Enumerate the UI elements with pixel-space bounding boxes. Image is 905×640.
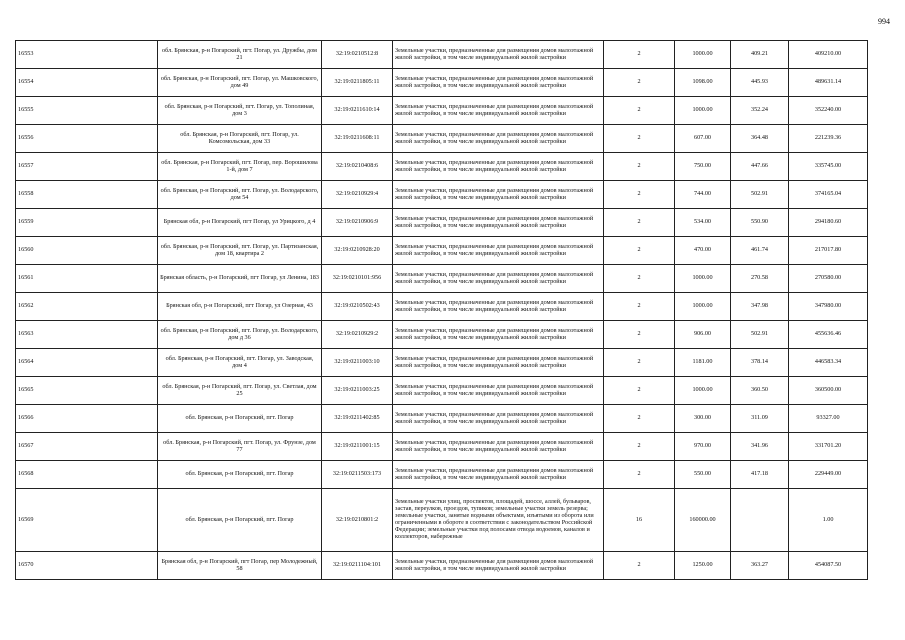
row-number-cell: 16565 — [16, 377, 158, 405]
table-row — [16, 265, 868, 293]
cadastral-value-cell: 331701.20 — [789, 433, 868, 461]
address-cell: обл. Брянская, р-н Погарский, пгт. Погар, ул. Машковского, дом 49 — [158, 69, 322, 97]
area-cell: 1181.00 — [675, 349, 731, 377]
land-use-cell: Земельные участки, предназначенные для размещения домов малоэтажной жилой застройки, в том числе индивидуальной жилой застройки — [393, 153, 604, 181]
area-cell: 1000.00 — [675, 293, 731, 321]
unit-value-cell: 352.24 — [731, 97, 789, 125]
group-cell: 2 — [604, 153, 675, 181]
group-cell: 2 — [604, 433, 675, 461]
group-cell: 2 — [604, 349, 675, 377]
row-number-cell: 16557 — [16, 153, 158, 181]
area-cell: 744.00 — [675, 181, 731, 209]
cadastral-number-cell: 32:19:0210502:43 — [322, 293, 393, 321]
group-cell: 2 — [604, 552, 675, 580]
unit-value-cell: 550.90 — [731, 209, 789, 237]
unit-value-cell: 363.27 — [731, 552, 789, 580]
area-cell: 1098.00 — [675, 69, 731, 97]
area-cell: 1000.00 — [675, 377, 731, 405]
cadastral-value-cell: 489631.14 — [789, 69, 868, 97]
row-number-cell: 16568 — [16, 461, 158, 489]
cadastral-number-cell: 32:19:0210906:9 — [322, 209, 393, 237]
table-row — [16, 349, 868, 377]
land-use-cell: Земельные участки, предназначенные для размещения домов малоэтажной жилой застройки, в том числе индивидуальной жилой застройки — [393, 377, 604, 405]
area-cell: 1000.00 — [675, 97, 731, 125]
land-use-cell: Земельные участки, предназначенные для размещения домов малоэтажной жилой застройки, в том числе индивидуальной жилой застройки — [393, 265, 604, 293]
address-cell: обл. Брянская, р-н Погарский, пгт. Погар, ул. Володарского, дом д 36 — [158, 321, 322, 349]
cadastral-number-cell: 32:19:0211805:11 — [322, 69, 393, 97]
unit-value-cell: 445.93 — [731, 69, 789, 97]
row-number-cell: 16562 — [16, 293, 158, 321]
land-use-cell: Земельные участки, предназначенные для размещения домов малоэтажной жилой застройки, в том числе индивидуальной жилой застройки — [393, 433, 604, 461]
address-cell: обл. Брянская, р-н Погарский, пгт. Погар, пер. Ворошилова 1-й, дом 7 — [158, 153, 322, 181]
cadastral-value-cell: 1.00 — [789, 489, 868, 552]
row-number-cell: 16554 — [16, 69, 158, 97]
cadastral-value-cell: 294180.60 — [789, 209, 868, 237]
land-use-cell: Земельные участки, предназначенные для размещения домов малоэтажной жилой застройки, в том числе индивидуальной жилой застройки — [393, 321, 604, 349]
address-cell: обл. Брянская, р-н Погарский, пгт. Погар, ул. Комсомольская, дом 33 — [158, 125, 322, 153]
area-cell: 470.00 — [675, 237, 731, 265]
group-cell: 2 — [604, 181, 675, 209]
table-row — [16, 489, 868, 552]
area-cell: 750.00 — [675, 153, 731, 181]
table-row — [16, 433, 868, 461]
unit-value-cell: 364.48 — [731, 125, 789, 153]
row-number-cell: 16555 — [16, 97, 158, 125]
table-row — [16, 552, 868, 580]
unit-value-cell: 502.91 — [731, 321, 789, 349]
area-cell: 300.00 — [675, 405, 731, 433]
unit-value-cell: 417.18 — [731, 461, 789, 489]
unit-value-cell — [731, 489, 789, 552]
table-row — [16, 237, 868, 265]
cadastral-value-cell: 335745.00 — [789, 153, 868, 181]
land-use-cell: Земельные участки, предназначенные для размещения домов малоэтажной жилой застройки, в том числе индивидуальной жилой застройки — [393, 125, 604, 153]
cadastral-value-cell: 352240.00 — [789, 97, 868, 125]
group-cell: 2 — [604, 97, 675, 125]
address-cell: обл. Брянская, р-н Погарский, пгт. Погар, ул. Светлая, дом 25 — [158, 377, 322, 405]
cadastral-number-cell: 32:19:0210929:4 — [322, 181, 393, 209]
group-cell: 2 — [604, 293, 675, 321]
cadastral-value-cell: 455636.46 — [789, 321, 868, 349]
row-number-cell: 16567 — [16, 433, 158, 461]
area-cell: 1000.00 — [675, 265, 731, 293]
cadastral-value-cell: 270580.00 — [789, 265, 868, 293]
group-cell: 2 — [604, 405, 675, 433]
row-number-cell: 16564 — [16, 349, 158, 377]
address-cell: обл. Брянская, р-н Погарский, пгт. Погар — [158, 489, 322, 552]
table-row — [16, 69, 868, 97]
group-cell: 2 — [604, 237, 675, 265]
area-cell: 550.00 — [675, 461, 731, 489]
unit-value-cell: 311.09 — [731, 405, 789, 433]
land-use-cell: Земельные участки, предназначенные для размещения домов малоэтажной жилой застройки, в том числе индивидуальной жилой застройки — [393, 237, 604, 265]
group-cell: 2 — [604, 377, 675, 405]
cadastral-number-cell: 32:19:0210929:2 — [322, 321, 393, 349]
area-cell: 160000.00 — [675, 489, 731, 552]
address-cell: Брянская обл, р-н Погарский, пгт Погар, ул Урицкого, д 4 — [158, 209, 322, 237]
address-cell: обл. Брянская, р-н Погарский, пгт. Погар, ул. Дружбы, дом 21 — [158, 41, 322, 69]
cadastral-number-cell: 32:19:0210512:8 — [322, 41, 393, 69]
unit-value-cell: 341.96 — [731, 433, 789, 461]
address-cell: Брянская обл, р-н Погарский, пгт Погар, ул Озерная, 43 — [158, 293, 322, 321]
cadastre-table — [15, 40, 868, 580]
unit-value-cell: 502.91 — [731, 181, 789, 209]
table-row — [16, 209, 868, 237]
table-row — [16, 321, 868, 349]
table-row — [16, 293, 868, 321]
address-cell: обл. Брянская, р-н Погарский, пгт. Погар, ул. Тополиная, дом 3 — [158, 97, 322, 125]
address-cell: обл. Брянская, р-н Погарский, пгт. Погар — [158, 461, 322, 489]
table-row — [16, 181, 868, 209]
cadastral-value-cell: 347980.00 — [789, 293, 868, 321]
cadastral-value-cell: 360500.00 — [789, 377, 868, 405]
cadastral-number-cell: 32:19:0211001:15 — [322, 433, 393, 461]
unit-value-cell: 378.14 — [731, 349, 789, 377]
row-number-cell: 16559 — [16, 209, 158, 237]
cadastral-number-cell: 32:19:0210101:956 — [322, 265, 393, 293]
row-number-cell: 16563 — [16, 321, 158, 349]
address-cell: обл. Брянская, р-н Погарский, пгт. Погар, ул. Партизанская, дом 18, квартира 2 — [158, 237, 322, 265]
row-number-cell: 16566 — [16, 405, 158, 433]
area-cell: 534.00 — [675, 209, 731, 237]
cadastral-value-cell: 221239.36 — [789, 125, 868, 153]
cadastral-value-cell: 446583.34 — [789, 349, 868, 377]
land-use-cell: Земельные участки, предназначенные для размещения домов малоэтажной жилой застройки, в том числе индивидуальной жилой застройки — [393, 349, 604, 377]
group-cell: 2 — [604, 209, 675, 237]
land-use-cell: Земельные участки, предназначенные для размещения домов малоэтажной жилой застройки, в том числе индивидуальной жилой застройки — [393, 69, 604, 97]
area-cell: 1250.00 — [675, 552, 731, 580]
address-cell: обл. Брянская, р-н Погарский, пгт. Погар, ул. Фрунзе, дом 77 — [158, 433, 322, 461]
land-use-cell: Земельные участки, предназначенные для размещения домов малоэтажной жилой застройки, в том числе индивидуальной жилой застройки — [393, 405, 604, 433]
area-cell: 607.00 — [675, 125, 731, 153]
area-cell: 1000.00 — [675, 41, 731, 69]
address-cell: обл. Брянская, р-н Погарский, пгт. Погар, ул. Володарского, дом 54 — [158, 181, 322, 209]
group-cell: 2 — [604, 461, 675, 489]
land-use-cell: Земельные участки, предназначенные для размещения домов малоэтажной жилой застройки, в том числе индивидуальной жилой застройки — [393, 41, 604, 69]
unit-value-cell: 461.74 — [731, 237, 789, 265]
land-use-cell: Земельные участки, предназначенные для размещения домов малоэтажной жилой застройки, в том числе индивидуальной жилой застройки — [393, 461, 604, 489]
unit-value-cell: 270.58 — [731, 265, 789, 293]
land-use-cell: Земельные участки улиц, проспектов, площадей, шоссе, аллей, бульваров, застав, переулков, проездов, тупиков; земельные участки земель резерва; земельные участки, занятые водными объектами, изъятыми из оборота или ограниченными в обороте в соответствии с законодательством Российской Федерации; земельные участки под полосами отвода водоемов, каналов и коллекторов, набережные — [393, 489, 604, 552]
cadastral-value-cell: 454087.50 — [789, 552, 868, 580]
table-row — [16, 153, 868, 181]
cadastral-value-cell: 93327.00 — [789, 405, 868, 433]
address-cell: обл. Брянская, р-н Погарский, пгт. Погар — [158, 405, 322, 433]
table-row — [16, 461, 868, 489]
land-use-cell: Земельные участки, предназначенные для размещения домов малоэтажной жилой застройки, в том числе индивидуальной жилой застройки — [393, 97, 604, 125]
row-number-cell: 16553 — [16, 41, 158, 69]
unit-value-cell: 409.21 — [731, 41, 789, 69]
table-body — [16, 41, 868, 580]
cadastral-number-cell: 32:19:0211608:11 — [322, 125, 393, 153]
row-number-cell: 16569 — [16, 489, 158, 552]
cadastral-number-cell: 32:19:0211402:85 — [322, 405, 393, 433]
cadastral-value-cell: 374165.04 — [789, 181, 868, 209]
land-use-cell: Земельные участки, предназначенные для размещения домов малоэтажной жилой застройки, в том числе индивидуальной жилой застройки — [393, 209, 604, 237]
land-use-cell: Земельные участки, предназначенные для размещения домов малоэтажной жилой застройки, в том числе индивидуальной жилой застройки — [393, 293, 604, 321]
table-row — [16, 405, 868, 433]
group-cell: 16 — [604, 489, 675, 552]
table-row — [16, 41, 868, 69]
land-use-cell: Земельные участки, предназначенные для размещения домов малоэтажной жилой застройки, в том числе индивидуальной жилой застройки — [393, 552, 604, 580]
row-number-cell: 16561 — [16, 265, 158, 293]
group-cell: 2 — [604, 125, 675, 153]
table-row — [16, 97, 868, 125]
address-cell: обл. Брянская, р-н Погарский, пгт. Погар, ул. Заводская, дом 4 — [158, 349, 322, 377]
group-cell: 2 — [604, 41, 675, 69]
group-cell: 2 — [604, 321, 675, 349]
row-number-cell: 16558 — [16, 181, 158, 209]
row-number-cell: 16570 — [16, 552, 158, 580]
cadastral-number-cell: 32:19:0210928:20 — [322, 237, 393, 265]
area-cell: 970.00 — [675, 433, 731, 461]
cadastral-number-cell: 32:19:0211003:25 — [322, 377, 393, 405]
table-row — [16, 377, 868, 405]
cadastral-value-cell: 409210.00 — [789, 41, 868, 69]
cadastral-number-cell: 32:19:0211003:10 — [322, 349, 393, 377]
cadastral-number-cell: 32:19:0211104:101 — [322, 552, 393, 580]
page-number: 994 — [878, 17, 890, 26]
area-cell: 906.00 — [675, 321, 731, 349]
cadastral-number-cell: 32:19:0211503:173 — [322, 461, 393, 489]
cadastral-number-cell: 32:19:0210801:2 — [322, 489, 393, 552]
unit-value-cell: 360.50 — [731, 377, 789, 405]
cadastral-number-cell: 32:19:0211610:14 — [322, 97, 393, 125]
address-cell: Брянская область, р-н Погарский, пгт Погар, ул Ленина, 183 — [158, 265, 322, 293]
group-cell: 2 — [604, 69, 675, 97]
cadastral-value-cell: 217017.80 — [789, 237, 868, 265]
unit-value-cell: 447.66 — [731, 153, 789, 181]
row-number-cell: 16556 — [16, 125, 158, 153]
table-row — [16, 125, 868, 153]
address-cell: Брянская обл, р-н Погарский, пгт Погар, пер Молодежный, 58 — [158, 552, 322, 580]
group-cell: 2 — [604, 265, 675, 293]
cadastral-value-cell: 229449.00 — [789, 461, 868, 489]
land-use-cell: Земельные участки, предназначенные для размещения домов малоэтажной жилой застройки, в том числе индивидуальной жилой застройки — [393, 181, 604, 209]
row-number-cell: 16560 — [16, 237, 158, 265]
unit-value-cell: 347.98 — [731, 293, 789, 321]
cadastral-number-cell: 32:19:0210408:6 — [322, 153, 393, 181]
